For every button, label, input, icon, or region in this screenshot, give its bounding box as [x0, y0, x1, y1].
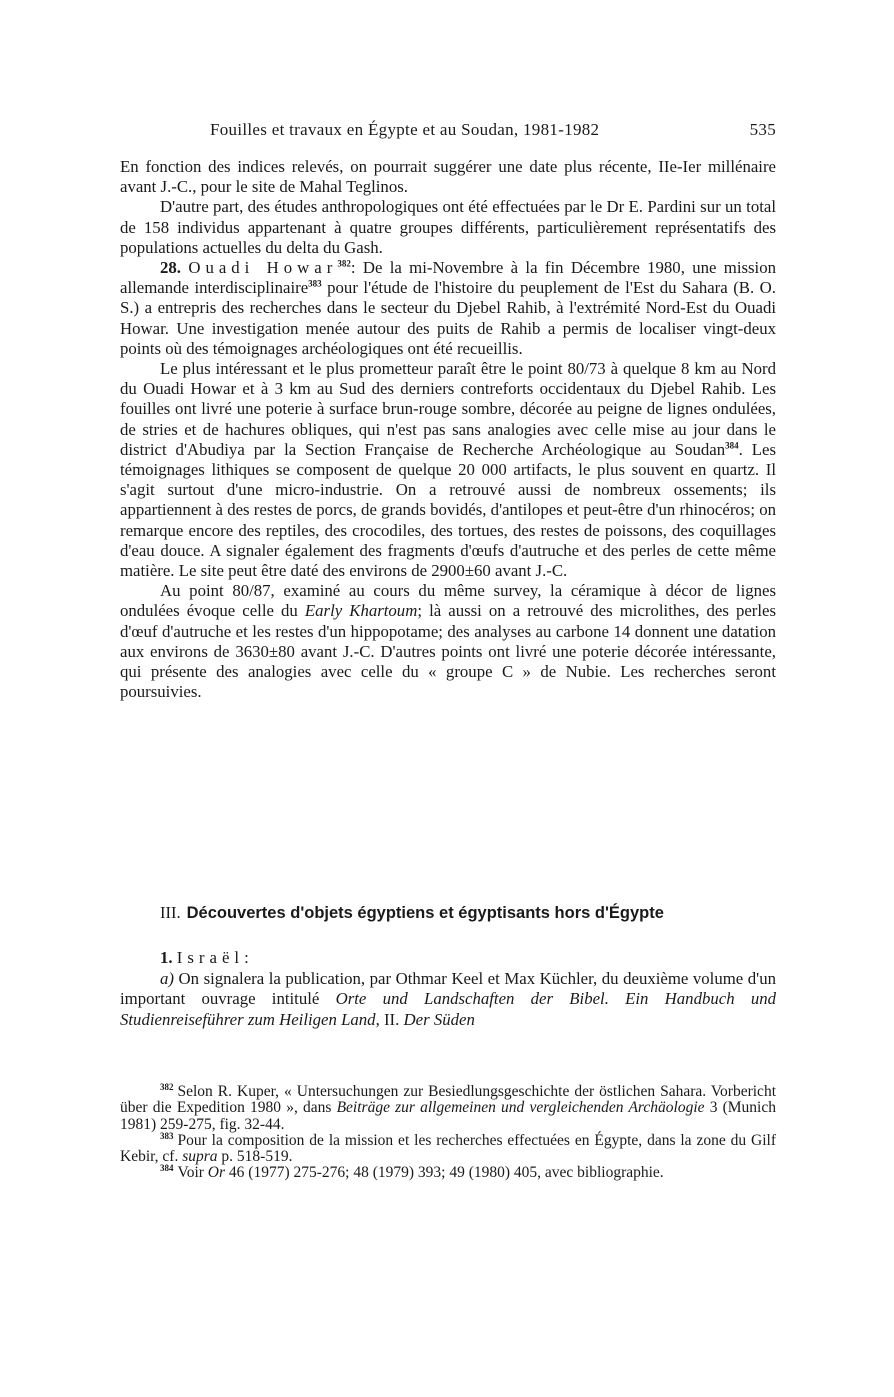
footnote-383	[120, 1130, 776, 1166]
footnote-ref-384: 384	[725, 440, 739, 451]
main-text	[120, 157, 776, 702]
footnote-384-text-b: 46 (1977) 275-276; 48 (1979) 393; 49 (1980) 405, avec bibliographie.	[225, 1164, 664, 1182]
page-number: 535	[749, 120, 776, 139]
section-number: III.	[160, 903, 181, 922]
paragraph-5-text-b: ; là aussi on a retrouvé des microlithes, des perles d'œuf d'autruche et les restes d'un hippopotame; des analyses au carbone 14 donnent une datation aux environs de 3630±80 avant J.-C. D'autres points ont livré une poterie décorée intéressante, qui présente des analogies avec celle du « groupe C » de Nubie. Les recherches seront poursuivies.	[120, 601, 777, 702]
paragraph-5-italic: Early Khartoum	[304, 601, 418, 621]
running-title: Fouilles et travaux en Égypte et au Soudan, 1981-1982	[210, 120, 600, 139]
israel-colon: :	[244, 948, 249, 967]
paragraph-3-text-a: : De la mi-Novembre à la fin Décembre 1980, une mission allemande interdisciplinaire	[120, 258, 777, 298]
footnote-ref-382: 382	[337, 258, 351, 269]
paragraph-3	[120, 258, 776, 359]
section-heading	[160, 903, 780, 923]
paragraph-4-text-a: Le plus intéressant et le plus prometteur paraît être le point 80/73 à quelque 8 km au Nord du Ouadi Howar et à 3 km au Sud des derniers contreforts occidentaux du Djebel Rahib. Les fouilles ont livré une poterie à surface brun-rouge sombre, décorée au peigne de lignes ondulées, de stries et de hachures obliques, qui n'est pas sans analogies avec celle mise au jour dans le district d'Abudiya par la Section Française de Recherche Archéologique au Soudan	[120, 359, 776, 459]
item-number: 28.	[160, 258, 181, 278]
israel-title: Israël	[176, 948, 245, 967]
footnote-384-italic: Or	[207, 1164, 226, 1182]
footnote-383-italic: supra	[182, 1148, 218, 1166]
israel-number: 1.	[160, 948, 173, 967]
paragraph-4-text-b: . Les témoignages lithiques se composent de quelque 20 000 artifacts, le plus souvent en quartz. Il s'agit surtout d'une micro-industrie. On a retrouvé aussi de nombreux ossements; ils appartiennent à des restes de porcs, de grands bovidés, d'antilopes et peut-être d'un rhinocéros; on remarque encore des reptiles, des crocodiles, des tortues, des restes de poissons, des coquillages d'eau douce. A signaler également des fragments d'œufs d'autruche et des perles de cette même matière. Le site peut être daté des environs de 2900±60 avant J.-C.	[120, 439, 777, 581]
footnote-384-number: 384	[160, 1163, 174, 1174]
israel-section	[120, 948, 776, 1030]
israel-a-italic-2: Der Süden	[403, 1009, 475, 1029]
site-title: Ouadi Howar	[188, 258, 338, 278]
footnote-ref-383: 383	[308, 278, 322, 289]
paragraph-3-text-b: pour l'étude de l'histoire du peuplement de l'Est du Sahara (B. O. S.) a entrepris des recherches dans le secteur du Djebel Rahib, à l'extrémité Nord-Est du Ouadi Howar. Une investigation menée autour des puits de Rahib a permis de localiser vingt-deux points où des témoignages archéologiques ont été recueillis.	[120, 278, 776, 358]
israel-a-label: a)	[160, 968, 174, 988]
footnote-382-italic: Beiträge zur allgemeinen und vergleichenden Archäologie	[336, 1099, 705, 1117]
paragraph-4	[120, 359, 776, 581]
footnote-383-number: 383	[160, 1130, 174, 1141]
footnote-383-text-a: Pour la composition de la mission et les recherches effectuées en Égypte, dans la zone du Gilf Kebir, cf.	[120, 1131, 776, 1166]
israel-paragraph-a	[120, 969, 776, 1031]
footnote-384	[120, 1165, 776, 1181]
paragraph-1: En fonction des indices relevés, on pourrait suggérer une date plus récente, IIe-Ier millénaire avant J.-C., pour le site de Mahal Teglinos.	[120, 157, 776, 197]
israel-heading	[120, 948, 776, 969]
footnote-382-text-b: 3 (Munich 1981) 259-275, fig. 32-44.	[120, 1099, 776, 1133]
section-title: Découvertes d'objets égyptiens et égyptisants hors d'Égypte	[186, 904, 664, 922]
footnote-383-text-b: p. 518-519.	[217, 1148, 293, 1166]
footnotes	[120, 1081, 776, 1182]
israel-a-text: On signalera la publication, par Othmar Keel et Max Küchler, du deuxième volume d'un important ouvrage intitulé	[120, 968, 776, 1008]
running-header	[120, 120, 776, 142]
paragraph-5	[120, 581, 776, 702]
paragraph-2: D'autre part, des études anthropologiques ont été effectuées par le Dr E. Pardini sur un total de 158 individus appartenant à quatre groupes différents, particulièrement représentatifs des populations actuelles du delta du Gash.	[120, 197, 776, 257]
footnote-384-text-a: Voir	[177, 1164, 208, 1182]
paragraph-5-text-a: Au point 80/87, examiné au cours du même survey, la céramique à décor de lignes ondulées évoque celle du	[120, 581, 776, 621]
footnote-382-number: 382	[160, 1081, 174, 1092]
israel-a-italic-1: Orte und Landschaften der Bibel. Ein Handbuch und Studienreiseführer zum Heiligen Land	[120, 989, 776, 1029]
israel-a-mid: , II.	[375, 1009, 404, 1029]
footnote-382	[120, 1081, 776, 1133]
footnote-382-text-a: Selon R. Kuper, « Untersuchungen zur Besiedlungsgeschichte der östlichen Sahara. Vorbericht über die Expedition 1980 », dans	[120, 1083, 776, 1117]
